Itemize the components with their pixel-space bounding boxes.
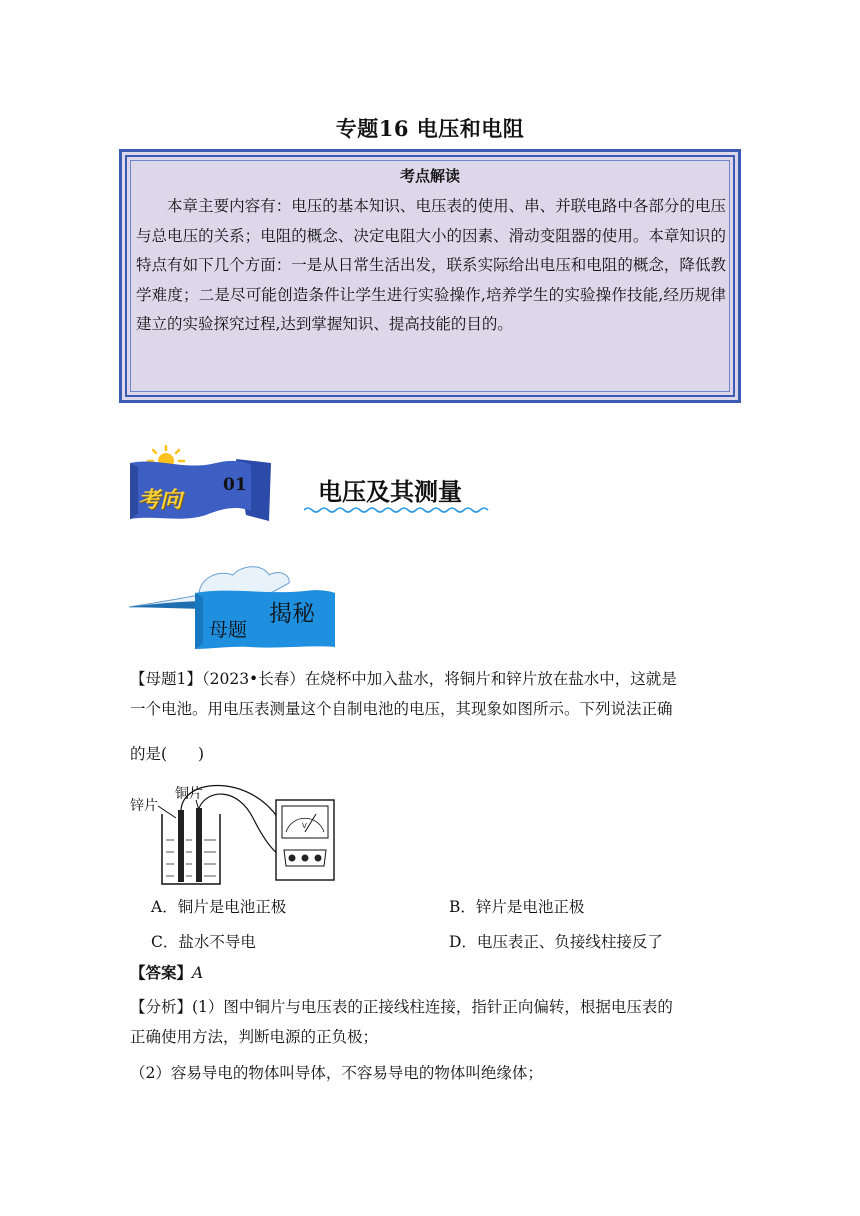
answer-value: A xyxy=(192,964,204,982)
beaker-icon xyxy=(162,808,220,884)
choice-b: B．锌片是电池正极 xyxy=(449,898,585,916)
question-line-3: 的是( ) xyxy=(130,745,205,763)
kaodian-title: 考点解读 xyxy=(399,167,460,185)
section-title: 电压及其测量 xyxy=(318,478,462,506)
question-line-1: 【母题1】（2023•长春）在烧杯中加入盐水，将铜片和锌片放在盐水中，这就是 xyxy=(130,670,677,688)
choice-c: C．盐水不导电 xyxy=(151,933,256,951)
voltmeter-icon xyxy=(276,800,334,880)
page-title: 专题16 电压和电阻 xyxy=(335,116,525,141)
mutí-small-label: 母题 xyxy=(209,619,248,641)
svg-text:V: V xyxy=(302,822,307,830)
mutí-banner xyxy=(129,565,339,650)
kaodian-box xyxy=(119,149,741,403)
question-line-2: 一个电池。用电压表测量这个自制电池的电压，其现象如图所示。下列说法正确 xyxy=(130,700,673,718)
choice-d: D．电压表正、负接线柱接反了 xyxy=(449,933,663,951)
analysis-line-1: 【分析】(1）图中铜片与电压表的正接线柱连接，指针正向偏转，根据电压表的 xyxy=(130,998,673,1016)
analysis-line-3: （2）容易导电的物体叫导体，不容易导电的物体叫绝缘体； xyxy=(130,1064,543,1082)
choice-a: A．铜片是电池正极 xyxy=(151,898,287,916)
zinc-label: 锌片 xyxy=(130,798,158,814)
badge-label: 考向 xyxy=(138,488,183,513)
copper-label: 铜片 xyxy=(175,786,203,802)
section-badge xyxy=(126,445,276,525)
mutí-big-label: 揭秘 xyxy=(269,601,315,627)
kaodian-text: 本章主要内容有：电压的基本知识、电压表的使用、串、并联电路中各部分的电压与总电压的关系；电阻的概念、决定电阻大小的因素、滑动变阻器的使用。本章知识的特点有如下几个方面：一是从日常生活出发，联系实际给出电压和电阻的概念，降低教学难度；二是尽可能创造条件让学生进行实验操作,培养学生的实验操作技能,经历规律建立的实验探究过程,达到掌握知识、提高技能的目的。 xyxy=(136,197,726,333)
wavy-underline xyxy=(304,505,489,515)
badge-number: 01 xyxy=(223,475,247,495)
analysis-line-2: 正确使用方法，判断电源的正负极； xyxy=(130,1028,379,1046)
answer-line xyxy=(130,958,732,988)
battery-voltmeter-figure xyxy=(128,778,343,894)
answer-label: 【答案】 xyxy=(130,963,193,982)
